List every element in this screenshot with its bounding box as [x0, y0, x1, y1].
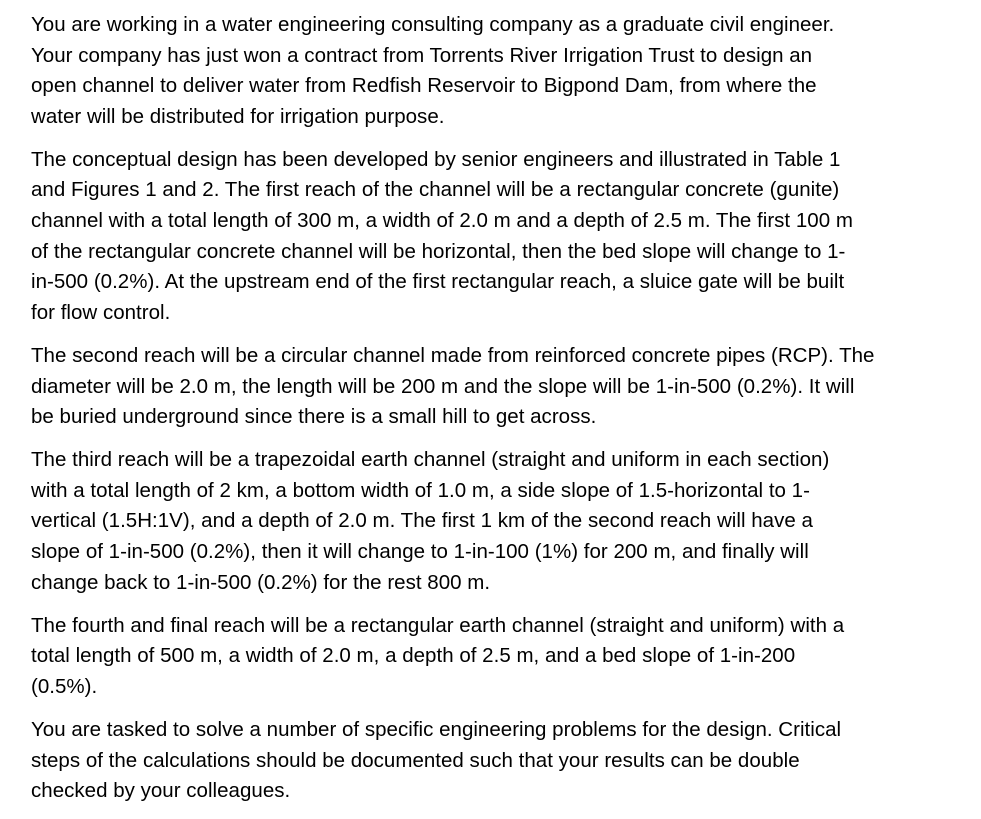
paragraph-task: You are tasked to solve a number of specific engineering problems for the design. Critical steps of the calculations should be documented such that your results can be double checked by your colleagues. [31, 717, 842, 803]
paragraph-first-reach: The conceptual design has been developed by senior engineers and illustrated in Table 1 and Figures 1 and 2. The first reach of the channel will be a rectangular concrete (gunite) channel with a total length of 300 m, a width of 2.0 m and a depth of 2.5 m. The first 100 m of the rectangular concrete channel will be horizontal, then the bed slope will change to 1- in-500 (0.2%). At the upstream end of the first rectangular reach, a sluice gate will be built for flow control. [31, 147, 853, 324]
paragraph-third-reach: The third reach will be a trapezoidal earth channel (straight and uniform in each section) with a total length of 2 km, a bottom width of 1.0 m, a side slope of 1.5-horizontal to 1- vertical (1.5H:1V), and a depth of 2.0 m. The first 1 km of the second reach will have a slope of 1-in-500 (0.2%), then it will change to 1-in-100 (1%) for 200 m, and finally will change back to 1-in-500 (0.2%) for the rest 800 m. [31, 448, 830, 594]
paragraph-introduction: You are working in a water engineering consulting company as a graduate civil engineer. Your company has just won a contract from Torrents River Irrigation Trust to design an open channel to deliver water from Redfish Reservoir to Bigpond Dam, from where the water will be distributed for irrigation purpose. [31, 13, 835, 128]
paragraph-second-reach: The second reach will be a circular channel made from reinforced concrete pipes (RCP). The diameter will be 2.0 m, the length will be 200 m and the slope will be 1-in-500 (0.2%). It will be buried underground since there is a small hill to get across. [31, 343, 875, 429]
document-body [31, 10, 966, 819]
paragraph-fourth-reach: The fourth and final reach will be a rectangular earth channel (straight and uniform) with a total length of 500 m, a width of 2.0 m, a depth of 2.5 m, and a bed slope of 1-in-200 (0.5%). [31, 613, 845, 698]
